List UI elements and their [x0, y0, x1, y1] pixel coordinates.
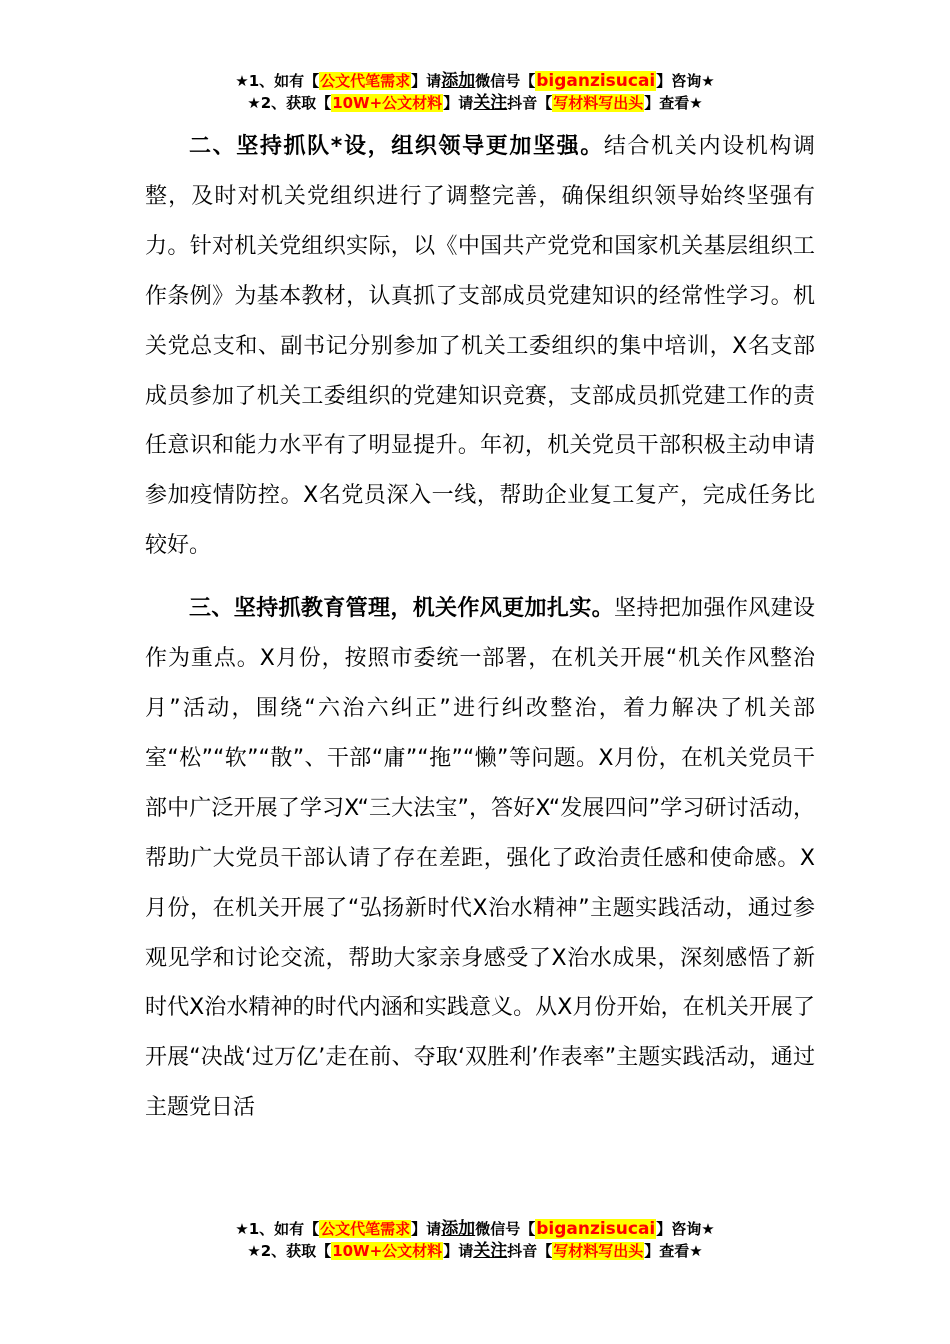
paragraph-heading: 三、坚持抓教育管理，机关作风更加扎实。: [189, 596, 615, 622]
douyin-id: 写材料写出头: [553, 1242, 644, 1260]
banner-text: 】咨询★: [656, 72, 715, 90]
highlight-text: 公文代笔需求: [320, 72, 411, 90]
highlight-text: 10W+公文材料: [332, 1242, 443, 1260]
header-banner: [0, 70, 950, 114]
highlight-text: 10W+公文材料: [332, 94, 443, 112]
banner-line-1: [0, 70, 950, 92]
paragraph: [145, 584, 815, 1133]
banner-text: 】咨询★: [656, 1220, 715, 1238]
banner-text: 】请: [411, 1220, 442, 1238]
banner-text: ★2、获取【: [247, 1242, 332, 1260]
banner-text: 】查看★: [644, 1242, 703, 1260]
banner-line-2: [0, 92, 950, 114]
highlight-text: 公文代笔需求: [320, 1220, 411, 1238]
banner-text: 】请: [411, 72, 442, 90]
underlined-text: 关注: [473, 93, 508, 113]
banner-text: 抖音【: [507, 94, 553, 112]
banner-text: 】请: [443, 1242, 474, 1260]
wechat-id: biganzisucai: [536, 1219, 656, 1239]
underlined-text: 添加: [441, 71, 476, 91]
banner-text: ★1、如有【: [235, 72, 320, 90]
underlined-text: 关注: [473, 1241, 508, 1261]
banner-text: ★1、如有【: [235, 1220, 320, 1238]
paragraph-text: 坚持把加强作风建设作为重点。X月份，按照市委统一部署，在机关开展“机关作风整治月”活动，围绕“六治六纠正”进行纠改整治，着力解决了机关部室“松”“软”“散”、干部“庸”“拖”“懒”等问题。X月份，在机关党员干部中广泛开展了学习X“三大法宝”，答好X“发展四问”学习研讨活动，帮助广大党员干部认请了存在差距，强化了政治责任感和使命感。X月份，在机关开展了“弘扬新时代X治水精神”主题实践活动，通过参观见学和讨论交流，帮助大家亲身感受了X治水成果，深刻感悟了新时代X治水精神的时代内涵和实践意义。从X月份开始，在机关开展了开展“决战‘过万亿’走在前、夺取‘双胜利’作表率”主题实践活动，通过主题党日活: [145, 596, 815, 1121]
paragraph: [145, 122, 815, 571]
paragraph-text: 结合机关内设机构调整，及时对机关党组织进行了调整完善，确保组织领导始终坚强有力。针对机关党组织实际，以《中国共产党党和国家机关基层组织工作条例》为基本教材，认真抓了支部成员党建知识的经常性学习。机关党总支和、副书记分别参加了机关工委组织的集中培训，X名支部成员参加了机关工委组织的党建知识竞赛，支部成员抓党建工作的责任意识和能力水平有了明显提升。年初，机关党员干部积极主动申请参加疫情防控。X名党员深入一线，帮助企业复工复产，完成任务比较好。: [145, 134, 815, 559]
banner-text: 抖音【: [507, 1242, 553, 1260]
douyin-id: 写材料写出头: [553, 94, 644, 112]
banner-line-2: [0, 1240, 950, 1262]
paragraph-heading: 二、坚持抓队*设，组织领导更加坚强。: [189, 134, 604, 159]
banner-text: 微信号【: [475, 1220, 536, 1238]
banner-text: 】查看★: [644, 94, 703, 112]
underlined-text: 添加: [441, 1219, 476, 1239]
banner-text: 】请: [443, 94, 474, 112]
banner-text: 微信号【: [475, 72, 536, 90]
banner-text: ★2、获取【: [247, 94, 332, 112]
banner-line-1: [0, 1218, 950, 1240]
wechat-id: biganzisucai: [536, 71, 656, 91]
footer-banner: [0, 1218, 950, 1262]
document-body: [145, 122, 815, 1133]
